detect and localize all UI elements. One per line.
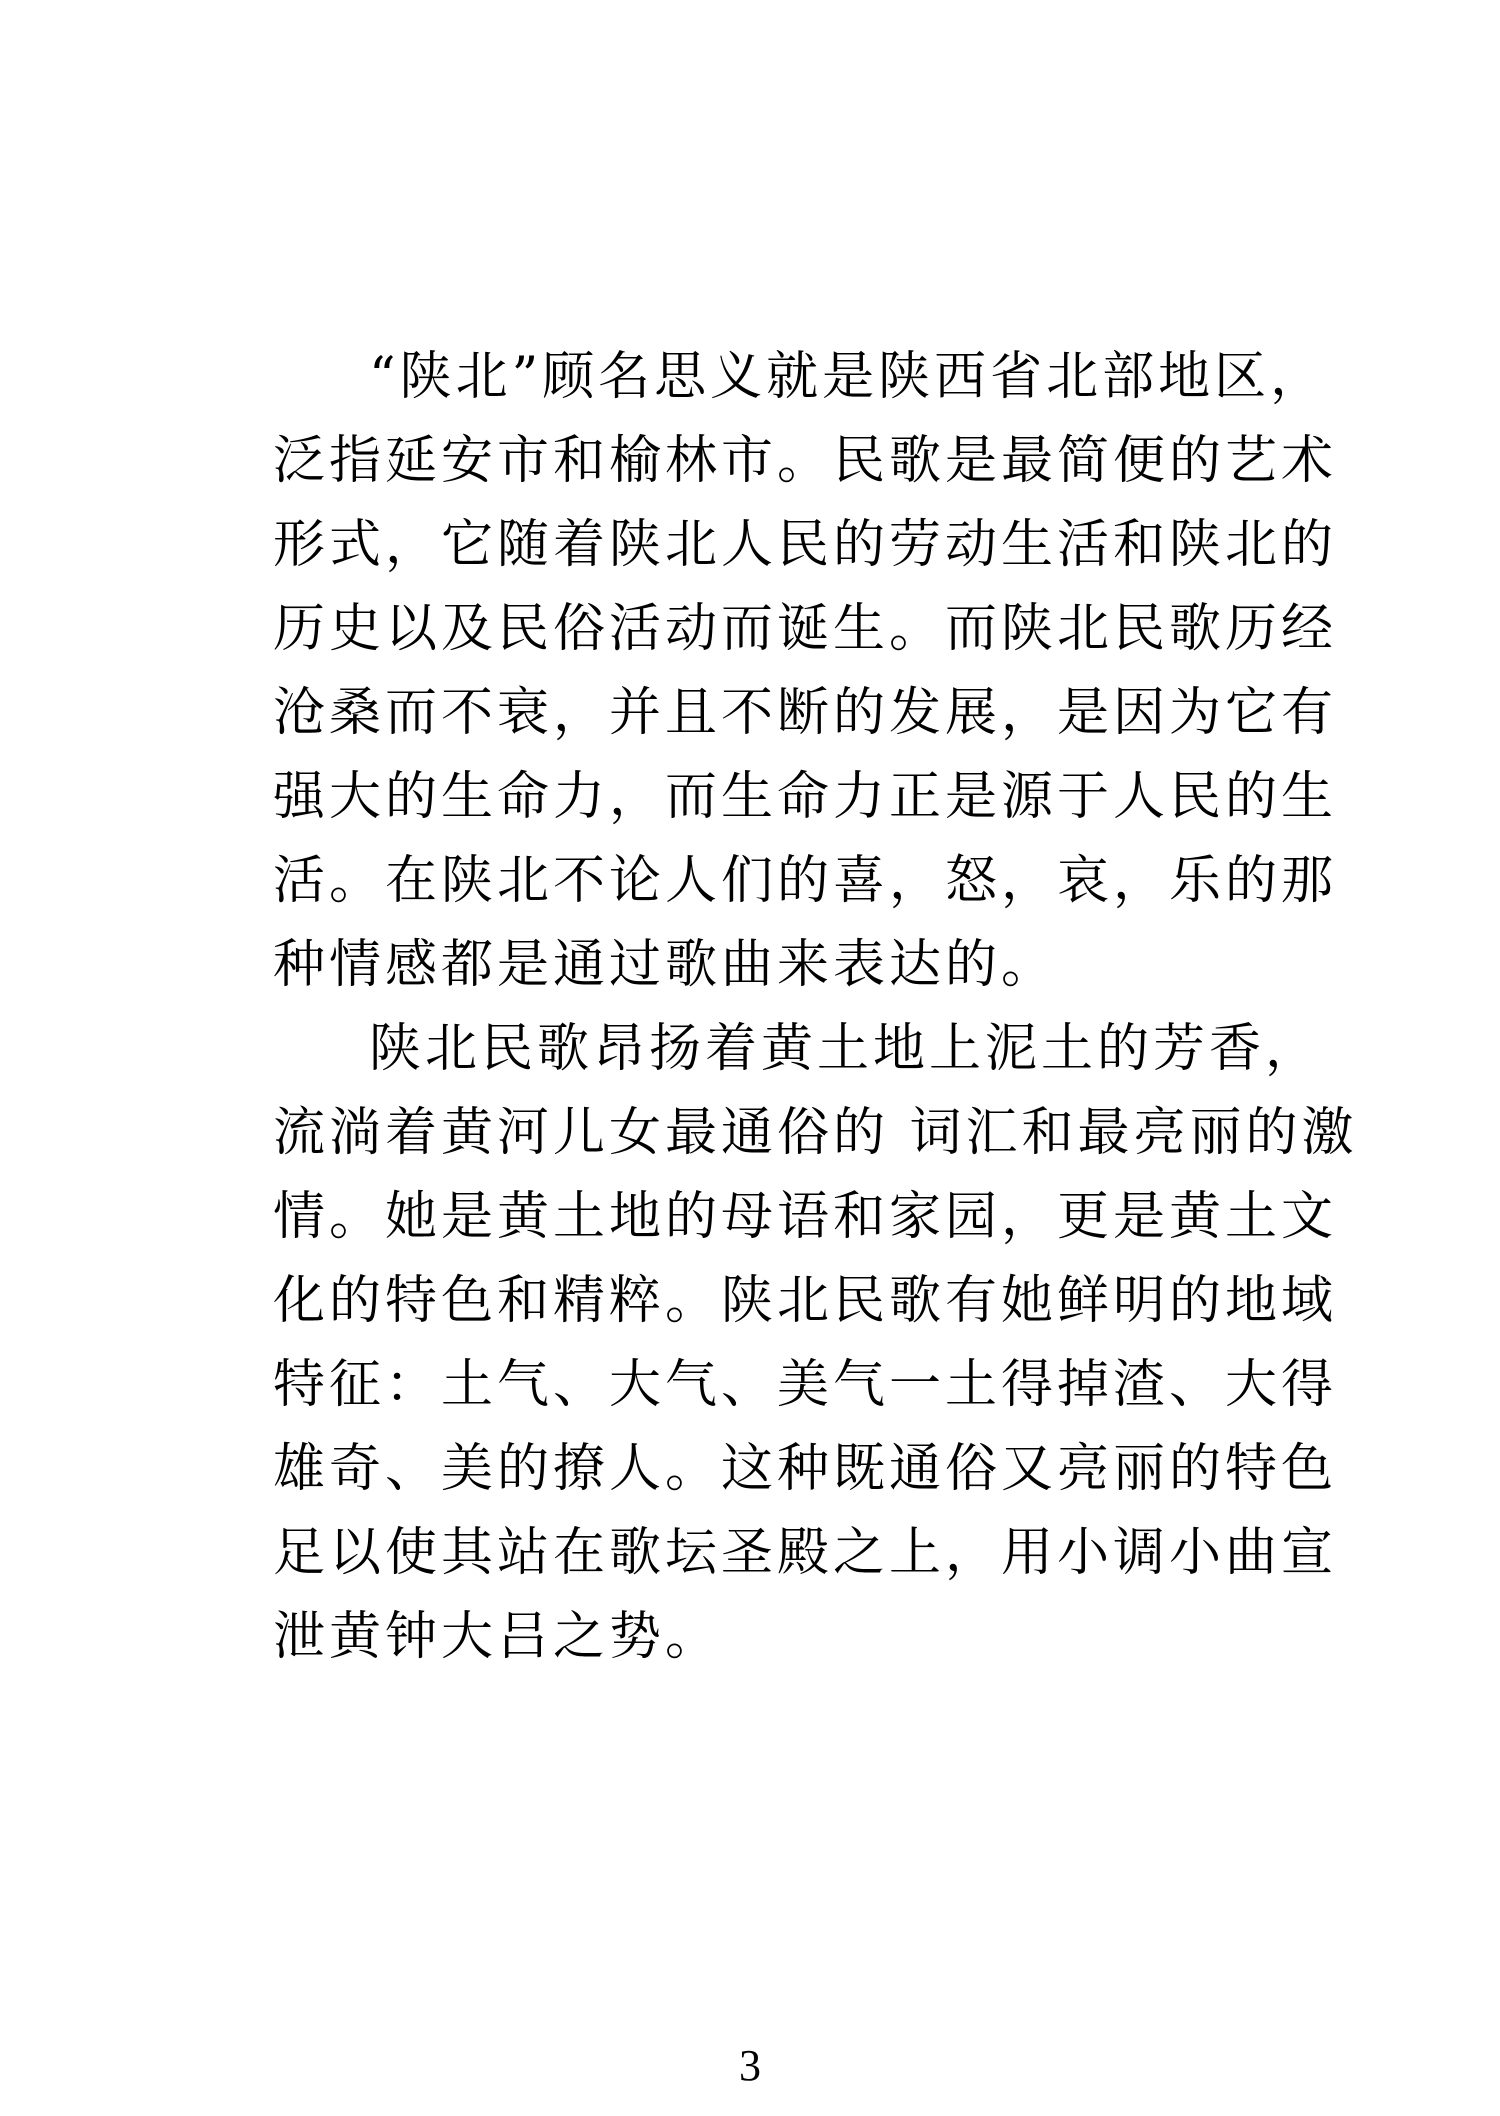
paragraph-1-line: 活。在陕北不论人们的喜，怒，哀，乐的那 — [273, 851, 1338, 911]
paragraph-1-line: 种情感都是通过歌曲来表达的。 — [273, 935, 1058, 995]
paragraph-2-line: 情。她是黄土地的母语和家园，更是黄土文 — [273, 1187, 1338, 1247]
paragraph-1-line: 历史以及民俗活动而诞生。而陕北民歌历经 — [273, 599, 1338, 659]
page-number: 3 — [739, 2041, 761, 2090]
paragraph-2-line: 泄黄钟大吕之势。 — [273, 1607, 722, 1667]
paragraph-1-line: 沧桑而不衰，并且不断的发展，是因为它有 — [273, 683, 1338, 743]
paragraph-2-line: 足以使其站在歌坛圣殿之上，用小调小曲宣 — [273, 1523, 1338, 1583]
paragraph-2-line: 雄奇、美的撩人。这种既通俗又亮丽的特色 — [273, 1439, 1338, 1499]
paragraph-2-line: 陕北民歌昂扬着黄土地上泥土的芳香， — [369, 1019, 1322, 1079]
paragraph-2-line: 化的特色和精粹。陕北民歌有她鲜明的地域 — [273, 1271, 1338, 1331]
paragraph-2-line: 特征：土气、大气、美气一土得掉渣、大得 — [273, 1355, 1338, 1415]
paragraph-1-line: 泛指延安市和榆林市。民歌是最简便的艺术 — [273, 431, 1338, 491]
paragraph-2-line: 流淌着黄河儿女最通俗的 词汇和最亮丽的激 — [273, 1103, 1358, 1163]
paragraph-1-line: 形式，它随着陕北人民的劳动生活和陕北的 — [273, 515, 1338, 575]
body-text — [273, 335, 1358, 1679]
paragraph-1-line: 强大的生命力，而生命力正是源于人民的生 — [273, 767, 1338, 827]
paragraph-1-line: “陕北”顾名思义就是陕西省北部地区， — [369, 347, 1327, 407]
